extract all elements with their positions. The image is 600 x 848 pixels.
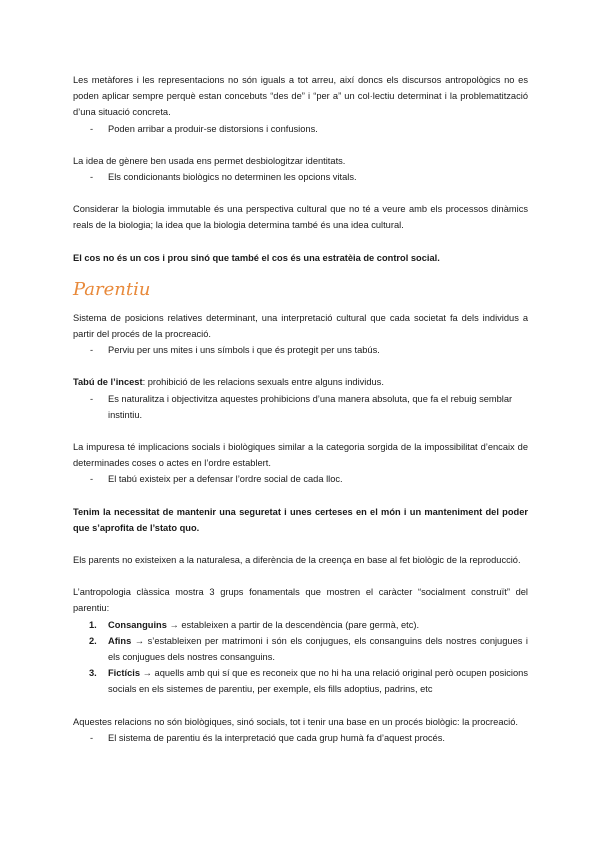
bullet-kinship-system: - El sistema de parentiu és la interpretació que cada grup humà fa d’aquest procés. xyxy=(73,730,528,746)
paragraph-relatives-nature: Els parents no existeixen a la naturalesa, a diferència de la creença en base al fet biològic de la reproducció. xyxy=(73,555,521,566)
group-item-3 xyxy=(73,665,528,697)
group-number-2: 2. xyxy=(89,635,97,646)
bullet-biological-conditions: - Els condicionants biològics no determinen les opcions vitals. xyxy=(73,169,528,185)
paragraph-impurity: La impuresa té implicacions socials i biològiques similar a la categoria sorgida de la impossibilitat d’encaix de determinades coses o actes en l’ordre establert. xyxy=(73,442,528,469)
paragraph-gender: La idea de gènere ben usada ens permet desbiologitzar identitats. xyxy=(73,155,346,166)
group-text-1: → estableixen a partir de la descendència (pare germà, etc). xyxy=(166,619,420,630)
paragraph-security-need: Tenim la necessitat de mantenir una seguretat i unes certeses en el món i un manteniment del poder que s’aprofita de l’stato quo. xyxy=(73,506,528,533)
group-item-2 xyxy=(73,633,528,665)
document-page xyxy=(73,72,528,746)
group-text-3: → aquells amb qui sí que es reconeix que no hi ha una relació original però ocupen posicions socials en els sistemes de parentiu, per exemple, els fills adoptius, padrins, etc xyxy=(108,668,528,695)
bullet-distortions: - Poden arribar a produir-se distorsions i confusions. xyxy=(73,121,528,137)
group-text-2: → s’estableixen per matrimoni i són els conjugues, els consanguins dels nostres conjugues i els conjugues dels nostres consanguins. xyxy=(108,635,528,663)
group-term-2: Afins xyxy=(108,635,132,646)
group-item-1 xyxy=(73,617,528,633)
group-number-1: 1. xyxy=(89,619,97,630)
incest-taboo-definition: : prohibició de les relacions sexuals entre alguns individus. xyxy=(142,377,384,388)
paragraph-classic-anthropology: L’antropologia clàssica mostra 3 grups fonamentals que mostren el caràcter “socialment construït” del parentiu: xyxy=(73,587,528,614)
bullet-myths-symbols: - Perviu per uns mites i uns símbols i que és protegit per uns tabús. xyxy=(73,342,528,358)
bullet-naturalize: - Es naturalitza i objectivitza aquestes prohibicions d’una manera absoluta, que fa el rebuig semblar instintiu. xyxy=(73,391,528,423)
paragraph-social-relations: Aquestes relacions no són biològiques, sinó socials, tot i tenir una base en un procés biològic: la procreació. xyxy=(73,716,518,727)
incest-taboo-term: Tabú de l’incest xyxy=(73,377,143,388)
paragraph-biology-immutable: Considerar la biologia immutable és una perspectiva cultural que no té a veure amb els processos dinàmics reals de la biologia; la idea que la biologia determina també és una idea cultural. xyxy=(73,204,528,231)
group-term-3: Fictícis xyxy=(108,668,141,679)
paragraph-body-control: El cos no és un cos i prou sinó que també el cos és una estratèia de control social. xyxy=(73,252,440,263)
paragraph-metaphors: Les metàfores i les representacions no són iguals a tot arreu, així doncs els discursos antropològics no es poden aplicar sempre perquè estan concebuts “des de” i “per a” un col·lectiu determinat i la problematització d’una situació concreta. xyxy=(73,75,528,118)
group-number-3: 3. xyxy=(89,668,97,679)
group-term-1: Consanguins xyxy=(108,619,167,630)
paragraph-incest-taboo xyxy=(73,374,528,390)
paragraph-kinship-definition: Sistema de posicions relatives determinant, una interpretació cultural que cada societat fa dels individus a partir del procés de la procreació. xyxy=(73,312,528,340)
section-heading-parentiu: Parentiu xyxy=(73,278,151,300)
bullet-taboo-order: - El tabú existeix per a defensar l’ordre social de cada lloc. xyxy=(73,471,528,487)
